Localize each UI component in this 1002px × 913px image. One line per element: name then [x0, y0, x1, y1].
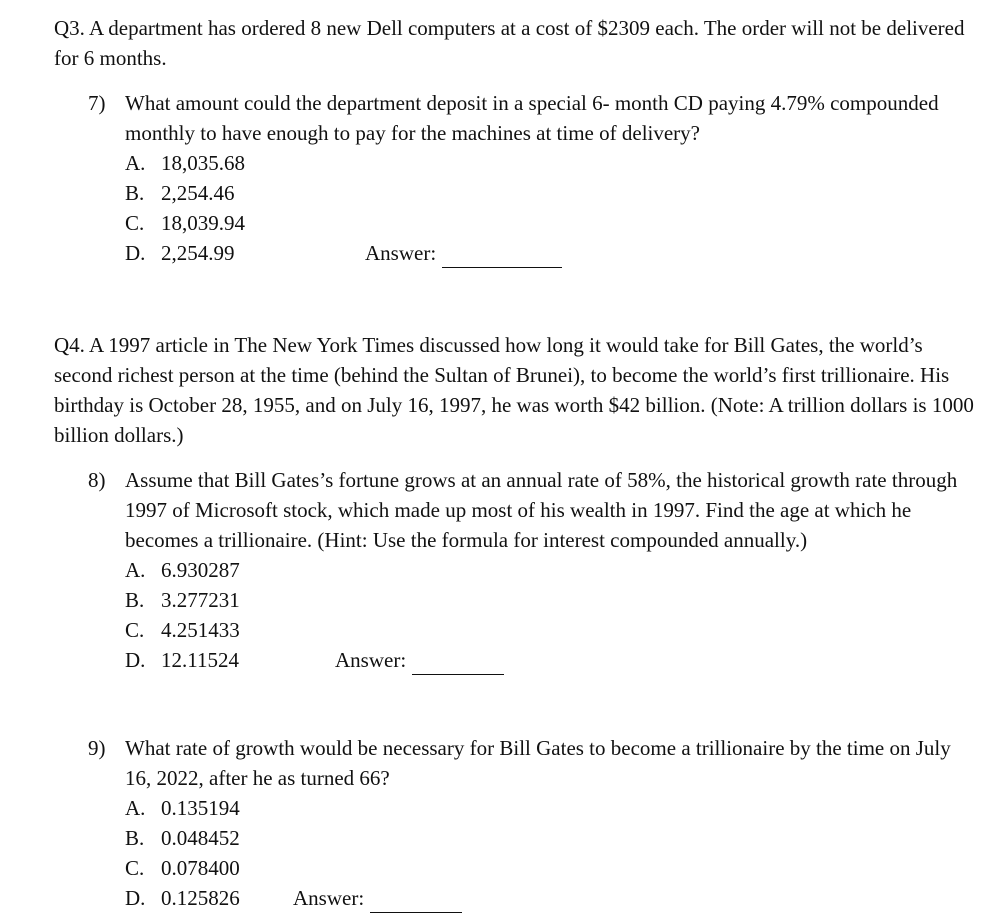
option-d: [125, 645, 978, 675]
option-c: [125, 208, 978, 238]
q3-stem: Q3. A department has ordered 8 new Dell computers at a cost of $2309 each. The order will not be delivered for 6 months.: [54, 16, 965, 70]
option-c: [125, 615, 978, 645]
option-d: [125, 238, 978, 268]
option-d: [125, 883, 978, 913]
item-8-text: Assume that Bill Gates’s fortune grows at an annual rate of 58%, the historical growth rate through 1997 of Microsoft stock, which made up most of his wealth in 1997. Find the age at which he becomes a trillionaire. (Hint: Use the formula for interest compounded annually.): [125, 468, 958, 552]
option-value: 12.11524: [161, 648, 239, 672]
q4-stem: Q4. A 1997 article in The New York Times discussed how long it would take for Bill Gates, the world’s second richest person at the time (behind the Sultan of Brunei), to become the world’s first trillionaire. His birthday is October 28, 1955, and on July 16, 1997, he was worth $42 billion. (Note: A trillion dollars is 1000 billion dollars.): [54, 333, 974, 447]
option-value: 2,254.46: [161, 181, 235, 205]
answer-blank[interactable]: [442, 245, 562, 268]
option-a: [125, 555, 978, 585]
item-9-answer: [293, 883, 462, 913]
option-letter: C.: [125, 211, 145, 235]
option-letter: B.: [125, 181, 145, 205]
option-value: 4.251433: [161, 618, 240, 642]
item-9: [88, 733, 978, 913]
item-8: [88, 465, 978, 675]
item-8-answer: [335, 645, 504, 675]
answer-label: Answer:: [365, 241, 437, 265]
option-letter: C.: [125, 856, 145, 880]
option-value: 0.078400: [161, 856, 240, 880]
item-7-number: 7): [88, 91, 106, 115]
option-value: 0.135194: [161, 796, 240, 820]
item-7-options: [88, 148, 978, 268]
item-7-text: What amount could the department deposit in a special 6- month CD paying 4.79% compounded monthly to have enough to pay for the machines at time of delivery?: [125, 91, 939, 145]
option-value: 18,039.94: [161, 211, 245, 235]
option-value: 6.930287: [161, 558, 240, 582]
option-letter: A.: [125, 796, 146, 820]
option-letter: A.: [125, 558, 146, 582]
option-b: [125, 585, 978, 615]
option-value: 0.125826: [161, 886, 240, 910]
item-8-number: 8): [88, 468, 106, 492]
item-9-text: What rate of growth would be necessary for Bill Gates to become a trillionaire by the time on July 16, 2022, after he as turned 66?: [125, 736, 951, 790]
option-letter: D.: [125, 886, 146, 910]
option-letter: D.: [125, 648, 146, 672]
answer-blank[interactable]: [412, 652, 504, 675]
question-q3: [54, 13, 984, 73]
option-letter: A.: [125, 151, 146, 175]
option-a: [125, 793, 978, 823]
option-value: 3.277231: [161, 588, 240, 612]
answer-label: Answer:: [293, 886, 365, 910]
option-value: 18,035.68: [161, 151, 245, 175]
option-b: [125, 823, 978, 853]
option-a: [125, 148, 978, 178]
item-8-options: [88, 555, 978, 675]
item-7-answer: [365, 238, 562, 268]
item-9-number: 9): [88, 736, 106, 760]
answer-label: Answer:: [335, 648, 407, 672]
option-letter: C.: [125, 618, 145, 642]
option-value: 0.048452: [161, 826, 240, 850]
option-c: [125, 853, 978, 883]
answer-blank[interactable]: [370, 890, 462, 913]
item-7: [88, 88, 978, 268]
option-letter: B.: [125, 826, 145, 850]
item-9-options: [88, 793, 978, 913]
option-value: 2,254.99: [161, 241, 235, 265]
option-letter: B.: [125, 588, 145, 612]
option-b: [125, 178, 978, 208]
option-letter: D.: [125, 241, 146, 265]
question-q4: [54, 330, 984, 450]
